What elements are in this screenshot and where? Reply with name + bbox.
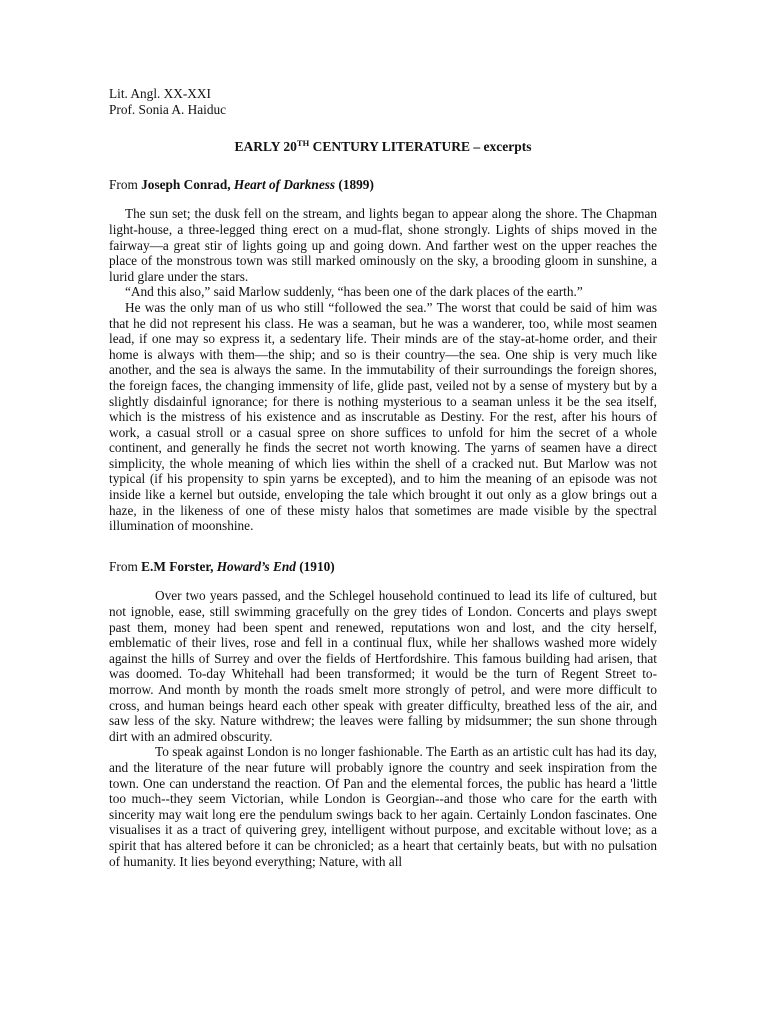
source-author: Joseph Conrad, <box>141 176 234 192</box>
source-year: (1899) <box>335 176 374 192</box>
paragraph: He was the only man of us who still “followed the sea.” The worst that could be said of him was that he did not represent his class. He was a seaman, but he was a wanderer, too, while most seamen lead, if one may so express it, a sedentary life. Their minds are of the stay-at-home order, and their home is always with them—the ship; and so is their country—the sea. One ship is very much like another, and the sea is always the same. In the immutability of their surroundings the foreign shores, the foreign faces, the changing immensity of life, glide past, veiled not by a sense of mystery but by a slightly disdainful ignorance; for there is nothing mysterious to a seaman unless it be the sea itself, which is the mistress of his existence and as inscrutable as Destiny. For the rest, after his hours of work, a casual stroll or a casual spree on shore suffices to unfold for him the secret of a whole continent, and generally he finds the secret not worth knowing. The yarns of seamen have a direct simplicity, the whole meaning of which lies within the shell of a cracked nut. But Marlow was not typical (if his propensity to spin yarns be excepted), and to him the meaning of an episode was not inside like a kernel but outside, enveloping the tale which brought it out only as a glow brings out a haze, in the likeness of one of these misty halos that sometimes are made visible by the spectral illumination of moonshine. <box>109 299 657 534</box>
source-author: E.M Forster, <box>141 558 217 574</box>
section-heading-forster <box>109 559 657 575</box>
source-work: Heart of Darkness <box>233 176 336 192</box>
source-year: (1910) <box>295 558 335 574</box>
paragraph: To speak against London is no longer fashionable. The Earth as an artistic cult has had its day, and the literature of the near future will probably ignore the country and seek inspiration from the town. One can understand the reaction. Of Pan and the elemental forces, the public has heard a 'little too much--they seem Victorian, while London is Georgian--and those who care for the earth with sincerity may wait long ere the pendulum swings back to her again. Certainly London fascinates. One visualises it as a tract of quivering grey, intelligent without purpose, and excitable without love; as a spirit that has altered before it can be chronicled; as a heart that certainly beats, but with no pulsation of humanity. It lies beyond everything; Nature, with all <box>109 744 657 869</box>
title-superscript: TH <box>296 138 310 149</box>
professor-name: Prof. Sonia A. Haiduc <box>109 101 227 117</box>
section-heading-conrad <box>109 177 657 193</box>
source-from: From <box>109 176 142 192</box>
excerpt-forster <box>109 588 657 869</box>
course-name: Lit. Angl. XX-XXI <box>109 86 211 101</box>
paragraph: Over two years passed, and the Schlegel household continued to lead its life of cultured, but not ignoble, ease, still swimming gracefully on the grey tides of London. Concerts and plays swept past them, money had been spent and renewed, reputations won and lost, and the city herself, emblematic of their lives, rose and fell in a continual flux, while her shallows washed more widely against the hills of Surrey and over the fields of Hertfordshire. This famous building had arisen, that was doomed. To-day Whitehall had been transformed; it would be the turn of Regent Street to-morrow. And month by month the roads smelt more strongly of petrol, and were more difficult to cross, and human beings heard each other speak with greater difficulty, breathed less of the air, and saw less of the sky. Nature withdrew; the leaves were falling by midsummer; the sun shone through dirt with an admired obscurity. <box>109 588 657 744</box>
source-work: Howard’s End <box>216 558 296 574</box>
document-page <box>109 86 657 869</box>
paragraph: “And this also,” said Marlow suddenly, “has been one of the dark places of the earth.” <box>125 284 583 300</box>
paragraph: The sun set; the dusk fell on the stream, and lights began to appear along the shore. The Chapman light-house, a three-legged thing erect on a mud-flat, shone strongly. Lights of ships moved in the fairway—a great stir of lights going up and going down. And farther west on the upper reaches the place of the monstrous town was still marked ominously on the sky, a brooding gloom in sunshine, a lurid glare under the stars. <box>109 206 657 284</box>
title-suffix: CENTURY LITERATURE – excerpts <box>309 139 532 155</box>
title-prefix: EARLY 20 <box>234 139 297 155</box>
page-title <box>109 139 657 155</box>
excerpt-conrad <box>109 206 657 533</box>
source-from: From <box>109 558 142 574</box>
